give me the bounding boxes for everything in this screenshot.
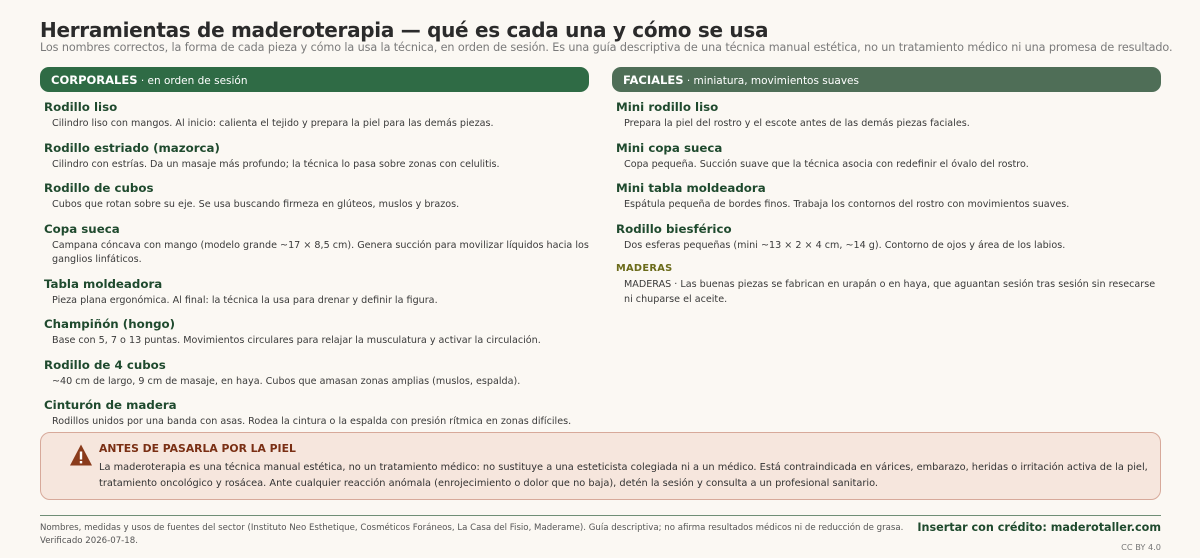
tool-name: Rodillo de cubos xyxy=(44,181,154,195)
footer-divider xyxy=(40,515,1161,516)
page-title: Herramientas de maderoterapia — qué es cada una y cómo se usa xyxy=(40,18,769,42)
tool-description: Campana cóncava con mango (modelo grande ~17 × 8,5 cm). Genera succión para movilizar líquidos hacia los ganglios linfáticos. xyxy=(52,239,589,265)
warning-box xyxy=(40,432,1161,500)
tool-name: Rodillo biesférico xyxy=(616,221,732,236)
maderas-label: MADERAS xyxy=(616,263,673,274)
list-item xyxy=(44,222,589,268)
list-item xyxy=(44,100,589,132)
list-item xyxy=(616,141,1161,173)
tool-name: Rodillo liso xyxy=(44,100,118,114)
warning-text: La maderoterapia es una técnica manual estética, no un tratamiento médico: no sustituye a una esteticista colegiada ni a un médico. Está contraindicada en várices, embarazo, heridas o irritación activa de la piel, tratamiento oncológico y rosácea. Ante cualquier reacción anómala (enrojecimiento o dolor que no baja), detén la sesión y consulta a un profesional sanitario. xyxy=(99,462,1148,489)
tool-name: Tabla moldeadora xyxy=(44,276,163,291)
tool-name: Rodillo de 4 cubos xyxy=(44,357,166,372)
tool-description: Cilindro liso con mangos. Al inicio: calienta el tejido y prepara la piel para las demás piezas. xyxy=(52,118,494,129)
list-item xyxy=(44,358,589,390)
sources-note: Nombres, medidas y usos de fuentes del sector (Instituto Neo Esthetique, Cosméticos Foráneos, La Casa del Fisio, Maderame). Guía descriptiva; no afirma resultados médicos ni de reducción de grasa. Verificado 2026-07-18. xyxy=(40,523,904,546)
tool-description: ~40 cm de largo, 9 cm de masaje, en haya. Cubos que amasan zonas amplias (muslos, espalda). xyxy=(52,375,521,387)
list-item xyxy=(44,317,589,349)
list-item xyxy=(44,277,589,309)
maderas-text: MADERAS · Las buenas piezas se fabrican en urapán o en haya, que aguantan sesión tras sesión sin resecarse ni chuparse el aceite. xyxy=(624,279,1156,305)
tool-description: Rodillos unidos por una banda con asas. Rodea la cintura o la espalda con presión rítmica en zonas difíciles. xyxy=(52,416,572,427)
tool-name: Rodillo estriado (mazorca) xyxy=(44,140,220,155)
list-item xyxy=(44,181,589,213)
corporales-column xyxy=(40,67,589,439)
warning-triangle-icon xyxy=(69,443,93,467)
faciales-heading: FACIALES xyxy=(623,73,684,87)
corporales-heading-sub: · en orden de sesión xyxy=(137,75,248,87)
tool-description: Dos esferas pequeñas (mini ~13 × 2 × 4 cm, ~14 g). Contorno de ojos y área de los labios. xyxy=(624,239,1066,251)
tool-name: Mini tabla moldeadora xyxy=(616,181,766,195)
tool-description: Base con 5, 7 o 13 puntas. Movimientos circulares para relajar la musculatura y activar la circulación. xyxy=(52,335,541,346)
faciales-list xyxy=(612,92,1161,307)
list-item xyxy=(44,398,589,430)
tool-description: Copa pequeña. Succión suave que la técnica asocia con redefinir el óvalo del rostro. xyxy=(624,158,1029,170)
faciales-column xyxy=(612,67,1161,307)
license-label: CC BY 4.0 xyxy=(1121,542,1161,552)
warning-title: ANTES DE PASARLA POR LA PIEL xyxy=(99,442,296,455)
list-item xyxy=(616,222,1161,254)
tool-name: Mini copa sueca xyxy=(616,140,723,155)
faciales-heading-sub: · miniatura, movimientos suaves xyxy=(683,75,859,87)
corporales-heading: CORPORALES xyxy=(51,73,138,87)
tool-name: Cinturón de madera xyxy=(44,398,177,412)
corporales-header xyxy=(40,67,589,92)
tool-description: Cilindro con estrías. Da un masaje más profundo; la técnica lo pasa sobre zonas con celulitis. xyxy=(52,158,500,170)
maderas-note xyxy=(616,262,1161,307)
tool-name: Champiñón (hongo) xyxy=(44,317,176,331)
list-item xyxy=(616,100,1161,132)
tool-description: Cubos que rotan sobre su eje. Se usa buscando firmeza en glúteos, muslos y brazos. xyxy=(52,199,460,210)
corporales-list xyxy=(40,92,589,430)
tool-description: Prepara la piel del rostro y el escote antes de las demás piezas faciales. xyxy=(624,118,970,129)
tool-name: Copa sueca xyxy=(44,221,120,236)
tool-description: Pieza plana ergonómica. Al final: la técnica la usa para drenar y definir la figura. xyxy=(52,294,438,306)
tool-name: Mini rodillo liso xyxy=(616,100,719,114)
list-item xyxy=(44,141,589,173)
page-subtitle: Los nombres correctos, la forma de cada pieza y cómo la usa la técnica, en orden de sesión. Es una guía descriptiva de una técnica manual estética, no un tratamiento médico ni una promesa de resultado. xyxy=(40,41,1173,54)
credit-link[interactable]: Insertar con crédito: maderotaller.com xyxy=(917,521,1161,534)
faciales-header xyxy=(612,67,1161,92)
tool-description: Espátula pequeña de bordes finos. Trabaja los contornos del rostro con movimientos suaves. xyxy=(624,199,1070,210)
list-item xyxy=(616,181,1161,213)
